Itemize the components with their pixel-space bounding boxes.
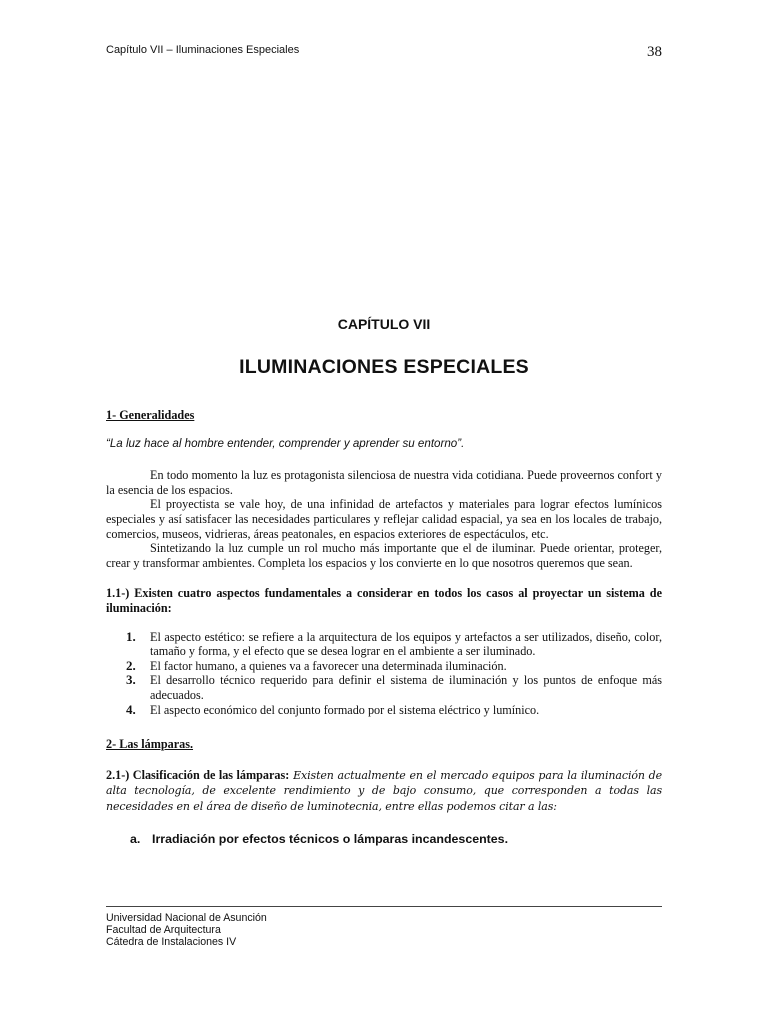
list-number: 2.: [126, 657, 136, 673]
list-number: 1.: [126, 628, 136, 644]
classification-lead: 2.1-) Clasificación de las lámparas:: [106, 767, 290, 782]
list-item-text: El factor humano, a quienes va a favorecer una determinada iluminación.: [150, 658, 507, 673]
page-number: 38: [647, 44, 662, 60]
subitem-text: Irradiación por efectos técnicos o lámparas incandescentes.: [152, 832, 509, 847]
list-item-text: El desarrollo técnico requerido para definir el sistema de iluminación y los puntos de enfoque más adecuados.: [150, 673, 662, 702]
chapter-label: CAPÍTULO VII: [337, 316, 431, 332]
chapter-title: ILUMINACIONES ESPECIALES: [239, 356, 529, 378]
list-number: 4.: [126, 701, 136, 717]
footer-department: Cátedra de Instalaciones IV: [106, 936, 237, 948]
aspects-list: [106, 630, 662, 718]
list-item-text: El aspecto económico del conjunto formado por el sistema eléctrico y lumínico.: [150, 702, 540, 717]
paragraph: Sintetizando la luz cumple un rol mucho más importante que el de iluminar. Puede orientar, proteger, crear y transformar ambientes. Completa los espacios y los convierte en lo que nosotros queremos que sean.: [106, 541, 662, 570]
section-heading-lamparas: 2- Las lámparas.: [106, 737, 194, 752]
list-item: [106, 659, 662, 674]
footer: [106, 912, 267, 948]
list-item: [106, 630, 662, 659]
classification-body: Existen actualmente en el mercado equipos para la iluminación de alta tecnología, de excelente rendimiento y de bajo consumo, que corresponden a todas las necesidades en el área de diseño de luminotecnia, entre ellas podemos citar a las:: [106, 768, 662, 813]
subitem-letter: a.: [130, 832, 141, 847]
epigraph-quote: “La luz hace al hombre entender, comprender y aprender su entorno”.: [106, 436, 465, 450]
footer-faculty: Facultad de Arquitectura: [106, 924, 221, 936]
paragraph: En todo momento la luz es protagonista silenciosa de nuestra vida cotidiana. Puede proveernos confort y la esencia de los espacios.: [106, 468, 662, 497]
paragraph: El proyectista se vale hoy, de una infinidad de artefactos y materiales para lograr efectos lumínicos especiales y así satisfacer las necesidades particulares y reflejar calidad espacial, ya sea en los locales de trabajo, comercios, museos, vidrieras, áreas peatonales, en espacios exteriores de espectáculos, etc.: [106, 497, 662, 541]
intro-paragraphs: [106, 468, 662, 570]
footer-divider: [106, 906, 662, 907]
list-item-text: El aspecto estético: se refiere a la arquitectura de los equipos y artefactos a ser utilizados, diseño, color, tamaño y forma, y el efecto que se desea lograr en el ambiente a ser iluminado.: [150, 629, 662, 659]
section-heading-generalidades: 1- Generalidades: [106, 408, 195, 422]
running-header: Capítulo VII – Iluminaciones Especiales: [106, 44, 300, 56]
subitem-a: [106, 832, 662, 847]
main-content: [106, 408, 662, 847]
list-number: 3.: [126, 672, 136, 688]
footer-university: Universidad Nacional de Asunción: [106, 912, 267, 924]
classification-paragraph: [106, 768, 662, 815]
list-item: [106, 673, 662, 702]
list-item: [106, 703, 662, 718]
subsection-heading-aspectos: 1.1-) Existen cuatro aspectos fundamentales a considerar en todos los casos al proyectar un sistema de iluminación:: [106, 586, 662, 615]
